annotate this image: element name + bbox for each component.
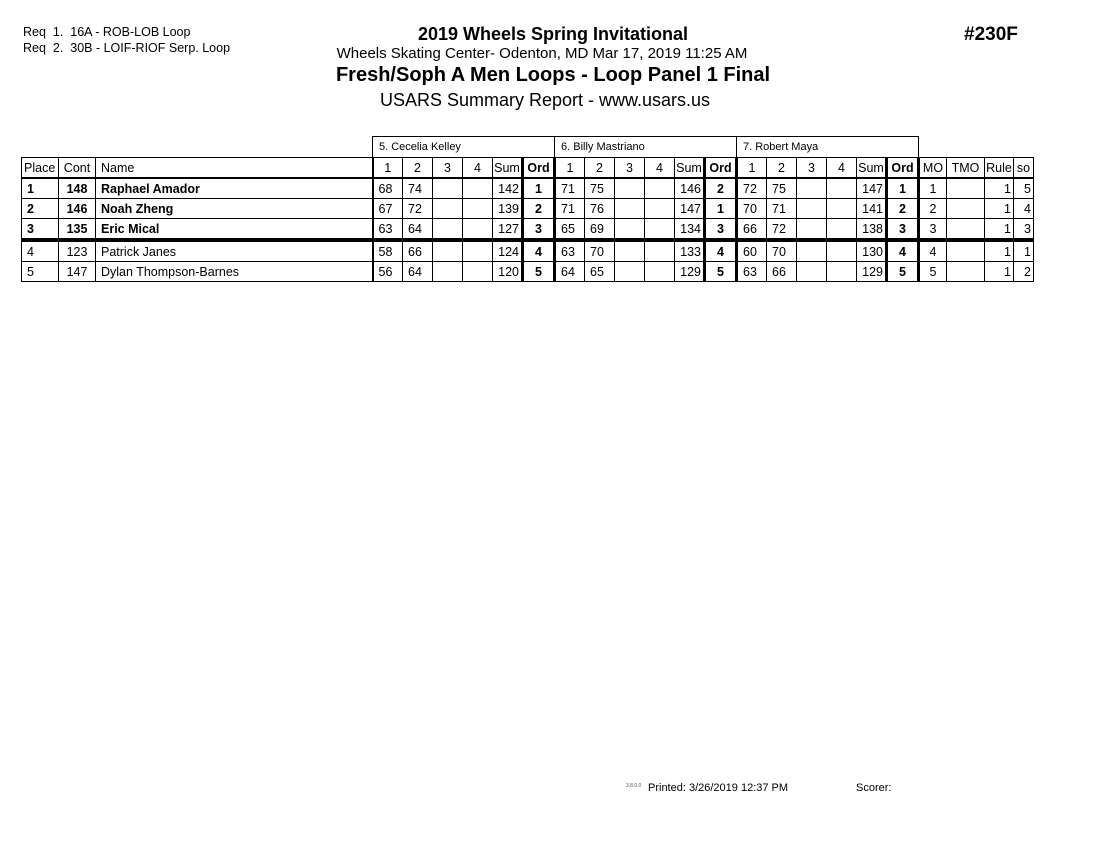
judge-2-mark-3 <box>615 219 645 241</box>
event-title: Fresh/Soph A Men Loops - Loop Panel 1 Final <box>335 64 771 86</box>
judge-1-mark-2: 72 <box>403 199 433 219</box>
skater-name-cell: Raphael Amador <box>96 178 373 199</box>
contestant-number-cell: 146 <box>59 199 96 219</box>
judge-1-ordinal: 5 <box>523 262 555 282</box>
judge-1-sum: 124 <box>493 240 523 262</box>
col-tmo: TMO <box>947 158 985 179</box>
judge-2-sum: 147 <box>675 199 705 219</box>
col-mark-2: 2 <box>403 158 433 179</box>
judge-1-mark-1: 63 <box>373 219 403 241</box>
judge-1-sum: 142 <box>493 178 523 199</box>
judge-3-mark-3 <box>797 199 827 219</box>
col-mark-1: 1 <box>737 158 767 179</box>
judge-2-ordinal: 3 <box>705 219 737 241</box>
judge-2-sum: 133 <box>675 240 705 262</box>
so-cell: 2 <box>1014 262 1034 282</box>
judge-2-ordinal: 1 <box>705 199 737 219</box>
judge-2-sum: 146 <box>675 178 705 199</box>
judge-3-ordinal: 5 <box>887 262 919 282</box>
judge-2-mark-2: 70 <box>585 240 615 262</box>
rule-cell: 1 <box>985 240 1014 262</box>
judge-1-mark-2: 64 <box>403 262 433 282</box>
judge-2-mark-4 <box>645 240 675 262</box>
judge-2-mark-4 <box>645 219 675 241</box>
judge-1-sum: 120 <box>493 262 523 282</box>
so-cell: 4 <box>1014 199 1034 219</box>
judge-3-sum: 130 <box>857 240 887 262</box>
col-so: so <box>1014 158 1034 179</box>
judges-row <box>22 137 1034 158</box>
judge-1-mark-4 <box>463 178 493 199</box>
col-name: Name <box>96 158 373 179</box>
judge-1-name: 5. Cecelia Kelley <box>373 137 555 158</box>
judge-2-sum: 134 <box>675 219 705 241</box>
judge-1-mark-4 <box>463 262 493 282</box>
so-cell: 5 <box>1014 178 1034 199</box>
judge-2-sum: 129 <box>675 262 705 282</box>
judge-1-mark-3 <box>433 178 463 199</box>
judge-1-mark-4 <box>463 240 493 262</box>
judge-3-name: 7. Robert Maya <box>737 137 919 158</box>
col-mark-1: 1 <box>555 158 585 179</box>
printed-timestamp: Printed: 3/26/2019 12:37 PM <box>648 782 789 794</box>
table-row <box>22 199 1034 219</box>
tmo-cell <box>947 262 985 282</box>
skater-name-cell: Patrick Janes <box>96 240 373 262</box>
competition-title: 2019 Wheels Spring Invitational <box>417 24 689 44</box>
judge-2-mark-2: 76 <box>585 199 615 219</box>
col-ord: Ord <box>887 158 919 179</box>
judge-2-mark-1: 71 <box>555 178 585 199</box>
judge-2-mark-1: 63 <box>555 240 585 262</box>
judge-3-mark-2: 70 <box>767 240 797 262</box>
judge-3-mark-2: 71 <box>767 199 797 219</box>
judge-2-mark-1: 71 <box>555 199 585 219</box>
judge-3-mark-1: 60 <box>737 240 767 262</box>
place-cell: 2 <box>22 199 59 219</box>
judge-2-name: 6. Billy Mastriano <box>555 137 737 158</box>
results-table <box>21 136 1034 282</box>
tmo-cell <box>947 240 985 262</box>
tmo-cell <box>947 178 985 199</box>
judge-2-mark-2: 69 <box>585 219 615 241</box>
col-mark-4: 4 <box>827 158 857 179</box>
judge-3-ordinal: 4 <box>887 240 919 262</box>
judge-2-mark-3 <box>615 199 645 219</box>
so-cell: 3 <box>1014 219 1034 241</box>
judge-3-mark-2: 75 <box>767 178 797 199</box>
judge-3-sum: 147 <box>857 178 887 199</box>
contestant-number-cell: 147 <box>59 262 96 282</box>
judge-3-ordinal: 2 <box>887 199 919 219</box>
contestant-number-cell: 135 <box>59 219 96 241</box>
judge-2-mark-1: 64 <box>555 262 585 282</box>
judge-3-mark-4 <box>827 240 857 262</box>
col-mark-3: 3 <box>615 158 645 179</box>
judge-1-mark-3 <box>433 219 463 241</box>
judge-3-ordinal: 3 <box>887 219 919 241</box>
col-sum: Sum <box>857 158 887 179</box>
judge-3-mark-3 <box>797 178 827 199</box>
judge-3-mark-4 <box>827 262 857 282</box>
judge-3-mark-1: 63 <box>737 262 767 282</box>
judge-2-ordinal: 5 <box>705 262 737 282</box>
col-mark-3: 3 <box>433 158 463 179</box>
judge-1-mark-3 <box>433 262 463 282</box>
col-sum: Sum <box>493 158 523 179</box>
table-row <box>22 262 1034 282</box>
venue-line: Wheels Skating Center- Odenton, MD Mar 17, 2019 11:25 AM <box>336 45 748 62</box>
col-mark-4: 4 <box>463 158 493 179</box>
rule-cell: 1 <box>985 262 1014 282</box>
mo-cell: 5 <box>919 262 947 282</box>
judge-3-mark-3 <box>797 219 827 241</box>
col-mark-4: 4 <box>645 158 675 179</box>
mo-cell: 1 <box>919 178 947 199</box>
software-version: 3.8.0.0 <box>626 783 642 789</box>
judge-2-mark-4 <box>645 178 675 199</box>
judge-3-sum: 129 <box>857 262 887 282</box>
mo-cell: 3 <box>919 219 947 241</box>
judge-2-mark-3 <box>615 240 645 262</box>
col-ord: Ord <box>523 158 555 179</box>
judge-1-mark-1: 68 <box>373 178 403 199</box>
judge-3-sum: 141 <box>857 199 887 219</box>
rule-cell: 1 <box>985 199 1014 219</box>
col-mo: MO <box>919 158 947 179</box>
col-place: Place <box>22 158 59 179</box>
judge-3-mark-4 <box>827 219 857 241</box>
judge-3-mark-1: 72 <box>737 178 767 199</box>
judge-1-mark-2: 66 <box>403 240 433 262</box>
col-cont: Cont <box>59 158 96 179</box>
table-row <box>22 178 1034 199</box>
judge-2-mark-3 <box>615 178 645 199</box>
judge-1-mark-3 <box>433 199 463 219</box>
header-row <box>22 158 1034 179</box>
judge-1-mark-1: 56 <box>373 262 403 282</box>
judge-2-mark-2: 65 <box>585 262 615 282</box>
judge-1-sum: 127 <box>493 219 523 241</box>
judge-1-mark-3 <box>433 240 463 262</box>
judge-2-mark-4 <box>645 199 675 219</box>
mo-cell: 2 <box>919 199 947 219</box>
col-mark-2: 2 <box>767 158 797 179</box>
col-rule: Rule <box>985 158 1014 179</box>
judge-3-mark-4 <box>827 199 857 219</box>
place-cell: 5 <box>22 262 59 282</box>
judge-2-mark-1: 65 <box>555 219 585 241</box>
skater-name-cell: Eric Mical <box>96 219 373 241</box>
contestant-number-cell: 148 <box>59 178 96 199</box>
tmo-cell <box>947 199 985 219</box>
judge-1-mark-1: 58 <box>373 240 403 262</box>
col-mark-1: 1 <box>373 158 403 179</box>
contestant-number-cell: 123 <box>59 240 96 262</box>
judge-1-mark-4 <box>463 219 493 241</box>
judge-1-mark-2: 74 <box>403 178 433 199</box>
judge-3-ordinal: 1 <box>887 178 919 199</box>
col-mark-2: 2 <box>585 158 615 179</box>
judge-3-mark-1: 66 <box>737 219 767 241</box>
judge-1-mark-4 <box>463 199 493 219</box>
col-ord: Ord <box>705 158 737 179</box>
judge-1-mark-1: 67 <box>373 199 403 219</box>
judge-3-mark-2: 66 <box>767 262 797 282</box>
mo-cell: 4 <box>919 240 947 262</box>
judge-3-mark-1: 70 <box>737 199 767 219</box>
judge-3-mark-3 <box>797 262 827 282</box>
judge-3-sum: 138 <box>857 219 887 241</box>
judge-2-mark-2: 75 <box>585 178 615 199</box>
judge-2-ordinal: 4 <box>705 240 737 262</box>
table-row <box>22 240 1034 262</box>
skater-name-cell: Noah Zheng <box>96 199 373 219</box>
rule-cell: 1 <box>985 178 1014 199</box>
col-mark-3: 3 <box>797 158 827 179</box>
scorer-label: Scorer: <box>856 782 892 794</box>
tmo-cell <box>947 219 985 241</box>
col-sum: Sum <box>675 158 705 179</box>
judge-2-ordinal: 2 <box>705 178 737 199</box>
judge-3-mark-4 <box>827 178 857 199</box>
requirement-1: Req 1. 16A - ROB-LOB Loop <box>23 25 191 39</box>
judge-2-mark-4 <box>645 262 675 282</box>
event-number: #230F <box>964 24 1018 45</box>
judge-1-ordinal: 4 <box>523 240 555 262</box>
table-row <box>22 219 1034 241</box>
so-cell: 1 <box>1014 240 1034 262</box>
place-cell: 3 <box>22 219 59 241</box>
judge-1-sum: 139 <box>493 199 523 219</box>
judge-1-mark-2: 64 <box>403 219 433 241</box>
judge-3-mark-3 <box>797 240 827 262</box>
judge-2-mark-3 <box>615 262 645 282</box>
skater-name-cell: Dylan Thompson-Barnes <box>96 262 373 282</box>
place-cell: 1 <box>22 178 59 199</box>
report-title: USARS Summary Report - www.usars.us <box>379 90 711 110</box>
place-cell: 4 <box>22 240 59 262</box>
judge-1-ordinal: 2 <box>523 199 555 219</box>
rule-cell: 1 <box>985 219 1014 241</box>
requirement-2: Req 2. 30B - LOIF-RIOF Serp. Loop <box>23 41 231 55</box>
judge-1-ordinal: 1 <box>523 178 555 199</box>
judge-3-mark-2: 72 <box>767 219 797 241</box>
judge-1-ordinal: 3 <box>523 219 555 241</box>
